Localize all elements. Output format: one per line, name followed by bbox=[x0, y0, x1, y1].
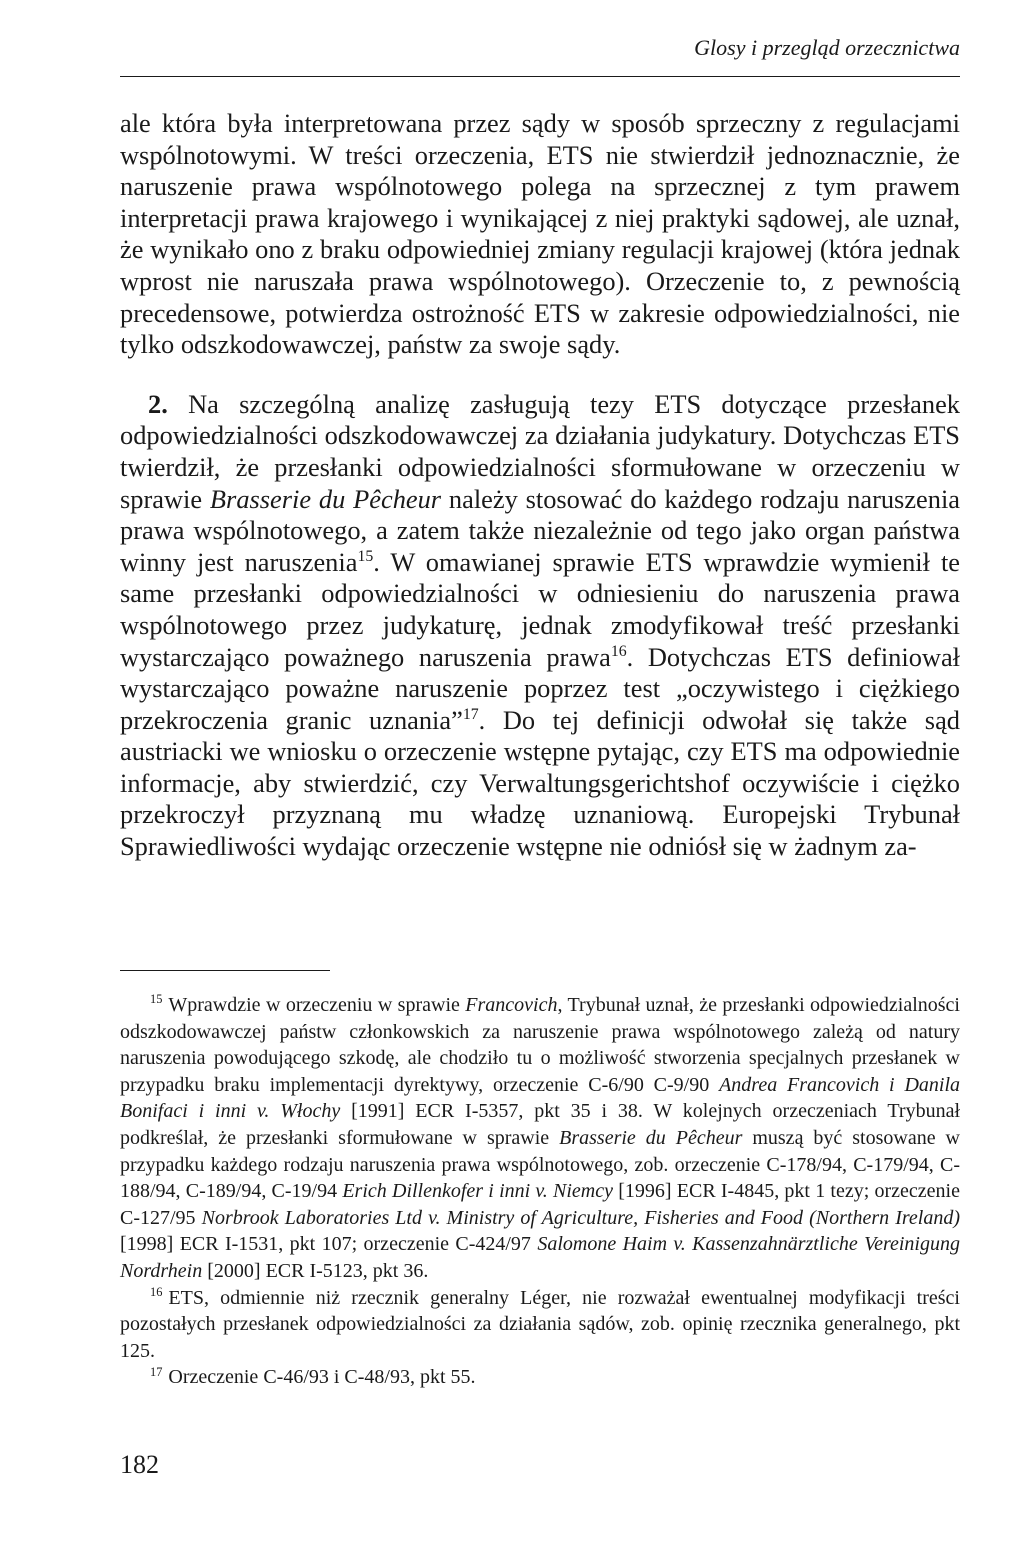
paragraph-1: ale która była interpretowana przez sądy w sposób sprzeczny z regulacjami wspólnotowymi. W treści orzeczenia, ETS nie stwierdził jednoznacznie, że naruszenie prawa wspólnotowego polega na sprzecznej z tym prawem interpretacji prawa krajowego i wynikającej z niej praktyki sądowej, ale uznał, że wynikało ono z braku odpowiedniej zmiany regulacji krajowej (która jednak wprost nie naruszała prawa wspólnotowego). Orzeczenie to, z pewnością precedensowe, potwierdza ostrożność ETS w zakresie odpowiedzialności, nie tylko odszkodowawczej, państw za swoje sądy. bbox=[120, 108, 960, 360]
paragraph-2-text-d: . Dotychczas ETS definiował wystarczająco poważne naruszenie poprzez test „oczywistego i ciężkiego przekroczenia granic uznania” bbox=[120, 641, 960, 735]
footnote-15-case-1: Francovich bbox=[465, 994, 558, 1016]
footnote-15-text-7: [2000] ECR I-5123, pkt 36. bbox=[202, 1259, 429, 1282]
paragraph-2-text-a: Na szczególną analizę zasługują tezy ETS dotyczące przesłanek odpowiedzialności odszkodowawczej za działania judykatury. Dotychczas ETS twierdził, że przesłanki odpowiedzialności sformułowane w orzeczeniu w sprawie bbox=[120, 388, 960, 514]
footnote-15-text-2: , Trybunał uznał, że przesłanki odpowiedzialności odszkodowawczej państw członkowskich za naruszenie prawa wspólnotowego zależą od natury naruszenia powodującego szkodę, ale chodziło tu o możliwość stworzenia specjalnych przesłanek w przypadku braku implementacji dyrektywy, orzeczenie C-6/90 C-9/90 bbox=[120, 994, 960, 1096]
footnote-ref-15[interactable]: 15 bbox=[357, 547, 374, 565]
main-text bbox=[120, 108, 960, 863]
page-number: 182 bbox=[120, 1450, 159, 1479]
footnote-15-text-1: Wprawdzie w orzeczeniu w sprawie bbox=[168, 994, 466, 1016]
footnote-17 bbox=[120, 1364, 960, 1391]
footnote-16 bbox=[120, 1285, 960, 1365]
footnote-15 bbox=[120, 992, 960, 1285]
footnote-15-text-4: muszą być stosowane w przypadku każdego rodzaju naruszenia prawa wspólnotowego, zob. orzeczenie C-178/94, C-179/94, C-188/94, C-189/94, C-19/94 bbox=[120, 1126, 960, 1203]
footnote-15-case-3: Brasserie du Pêcheur bbox=[559, 1126, 743, 1149]
footnote-mark-16: 16 bbox=[150, 1284, 163, 1299]
footnote-15-case-4: Erich Dillenkofer i inni v. Niemcy bbox=[342, 1180, 613, 1203]
paragraph-2-text-c: . W omawianej sprawie ETS wprawdzie wymienił te same przesłanki odpowiedzialności w odniesieniu do naruszenia prawa wspólnotowego przez judykaturę, jednak zmodyfikował treść przesłanki wystarczająco poważnego naruszenia prawa bbox=[120, 546, 960, 672]
footnote-15-case-6: Salomone Haim v. Kassenzahnärztliche Vereinigung Nordrhein bbox=[120, 1233, 960, 1282]
footnote-15-case-2: Andrea Francovich i Danila Bonifaci i inni v. Włochy bbox=[120, 1073, 961, 1123]
case-name-brasserie: Brasserie du Pêcheur bbox=[209, 483, 442, 514]
footnote-mark-17: 17 bbox=[150, 1364, 163, 1379]
paragraph-2 bbox=[120, 389, 960, 863]
footnote-separator bbox=[120, 970, 330, 971]
paragraph-2-text-e: . Do tej definicji odwołał się także sąd austriacki we wniosku o orzeczenie wstępne pytając, czy ETS ma odpowiednie informacje, aby stwierdzić, czy Verwaltungsgerichtshof oczywiście i ciężko przekroczył przyznaną mu władzę uznaniową. Europejski Trybunał Sprawiedliwości wydając orzeczenie wstępne nie odniósł się w żadnym za- bbox=[120, 704, 960, 862]
footnote-17-text: Orzeczenie C-46/93 i C-48/93, pkt 55. bbox=[168, 1366, 476, 1389]
footnote-mark-15: 15 bbox=[150, 992, 163, 1007]
footnote-ref-17[interactable]: 17 bbox=[462, 705, 479, 723]
footnote-15-text-5: [1996] ECR I-4845, pkt 1 tezy; orzeczenie C-127/95 bbox=[120, 1180, 960, 1229]
footnote-15-text-6: [1998] ECR I-1531, pkt 107; orzeczenie C-424/97 bbox=[120, 1233, 538, 1256]
paragraph-2-text-b: należy stosować do każdego rodzaju naruszenia prawa wspólnotowego, a zatem także niezależnie od tego jako organ państwa winny jest naruszenia bbox=[120, 483, 960, 577]
footnote-15-text-3: [1991] ECR I-5357, pkt 35 i 38. W kolejnych orzeczeniach Trybunał podkreślał, że przesłanki sformułowane w sprawie bbox=[120, 1100, 960, 1149]
footnote-16-text: ETS, odmiennie niż rzecznik generalny Léger, nie rozważał ewentualnej modyfikacji treści pozostałych przesłanek odpowiedzialności za działania sądów, zob. opinię rzecznika generalnego, pkt 125. bbox=[120, 1286, 960, 1362]
paragraph-number: 2. bbox=[148, 388, 168, 419]
footnote-15-case-5: Norbrook Laboratories Ltd v. Ministry of Agriculture, Fisheries and Food (Northern Ireland) bbox=[201, 1206, 960, 1229]
footnotes bbox=[120, 992, 960, 1391]
running-header: Glosy i przegląd orzecznictwa bbox=[694, 35, 960, 60]
header-rule bbox=[120, 76, 960, 77]
footnote-ref-16[interactable]: 16 bbox=[610, 642, 627, 660]
